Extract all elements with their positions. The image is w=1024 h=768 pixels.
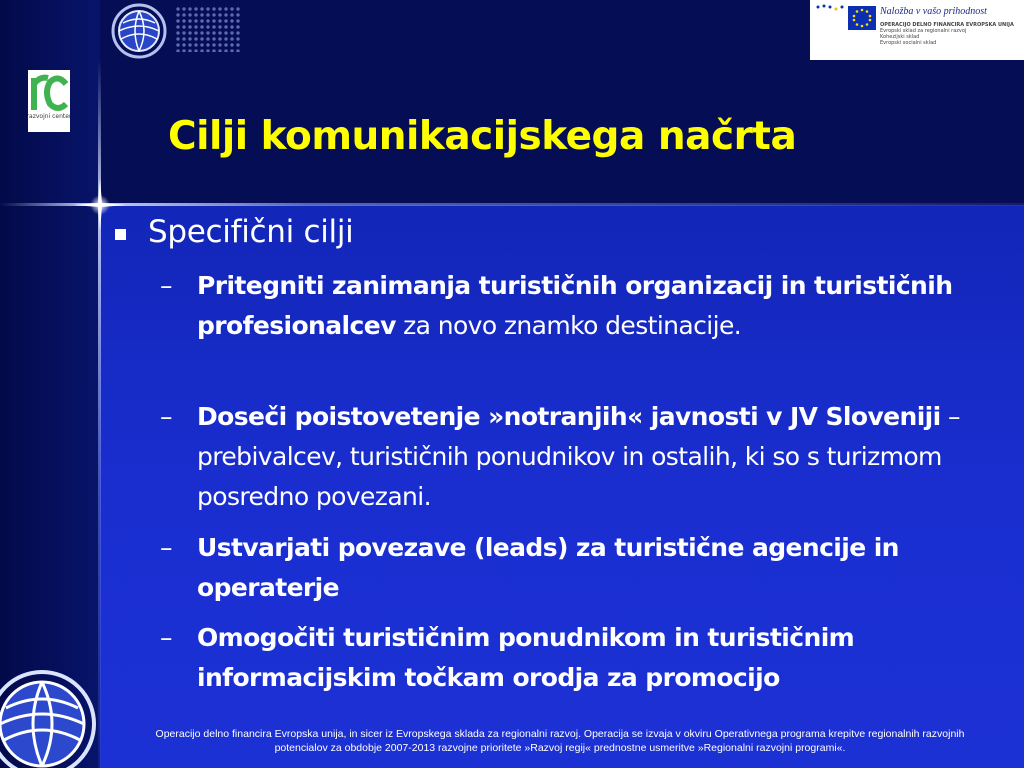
sub-item-normal: – prebivalcev, turističnih ponudnikov in ostalih, ki so s turizmom posredno povezani. [197,402,960,511]
sub-item [160,528,1010,608]
eu-line: Evropski sklad za regionalni razvoj [880,28,967,34]
sub-item-bold: Ustvarjati povezave (leads) za turistične agencije in operaterje [197,533,899,602]
dash: – [160,623,172,652]
eu-subtitle-block [880,22,1020,46]
sub-item-bold: Omogočiti turističnim ponudnikom in turističnim informacijskim točkam orodja za promocijo [197,623,855,692]
sub-item [160,618,1010,698]
sub-item-text [197,618,1010,698]
sub-item-text [197,397,1010,517]
dotted-logo [175,6,240,52]
sub-item-bold: Pritegniti zanimanja turističnih organizacij in turističnih profesionalcev [197,271,953,340]
rc-logo-icon [28,70,70,132]
eu-slogan: Naložba v vašo prihodnost [880,6,987,17]
sub-item-normal: za novo znamko destinacije. [395,311,742,340]
eu-line: Evropski socialni sklad [880,40,937,46]
sub-item-text [197,528,1010,608]
globe-icon [0,664,102,768]
eu-subtitle: OPERACIJO DELNO FINANCIRA EVROPSKA UNIJA [880,22,1014,28]
eu-flag-icon [848,6,876,30]
footer-text: Operacijo delno financira Evropska unija, in sicer iz Evropskega sklada za regionalni razvoj. Operacija se izvaja v okviru Operativnega programa krepitve regionalnih razvojnih potencialov za obdobje 2007-2013 razvojne prioritete »Razvoj regij« prednostne usmeritve »Regionalni razvojni programi«. [155,728,965,754]
rc-logo [28,70,70,132]
horizontal-light-line [0,203,1024,206]
square-bullet-icon [115,229,126,240]
dash: – [160,402,172,431]
sub-item-text [197,266,1010,346]
vertical-light-line [98,60,101,768]
bullet-item [115,214,353,250]
dash: – [160,533,172,562]
sub-item-bold: Doseči poistovetenje »notranjih« javnosti v JV Sloveniji [197,402,941,431]
slide-title: Cilji komunikacijskega načrta [168,114,797,159]
rc-text-line1: razvojni center [28,113,70,120]
globe-icon [108,2,170,60]
sub-item [160,266,1010,346]
dash: – [160,271,172,300]
eu-line: Kohezijski sklad [880,34,920,40]
bullet-text: Specifični cilji [148,214,354,250]
sub-item [160,397,1010,517]
